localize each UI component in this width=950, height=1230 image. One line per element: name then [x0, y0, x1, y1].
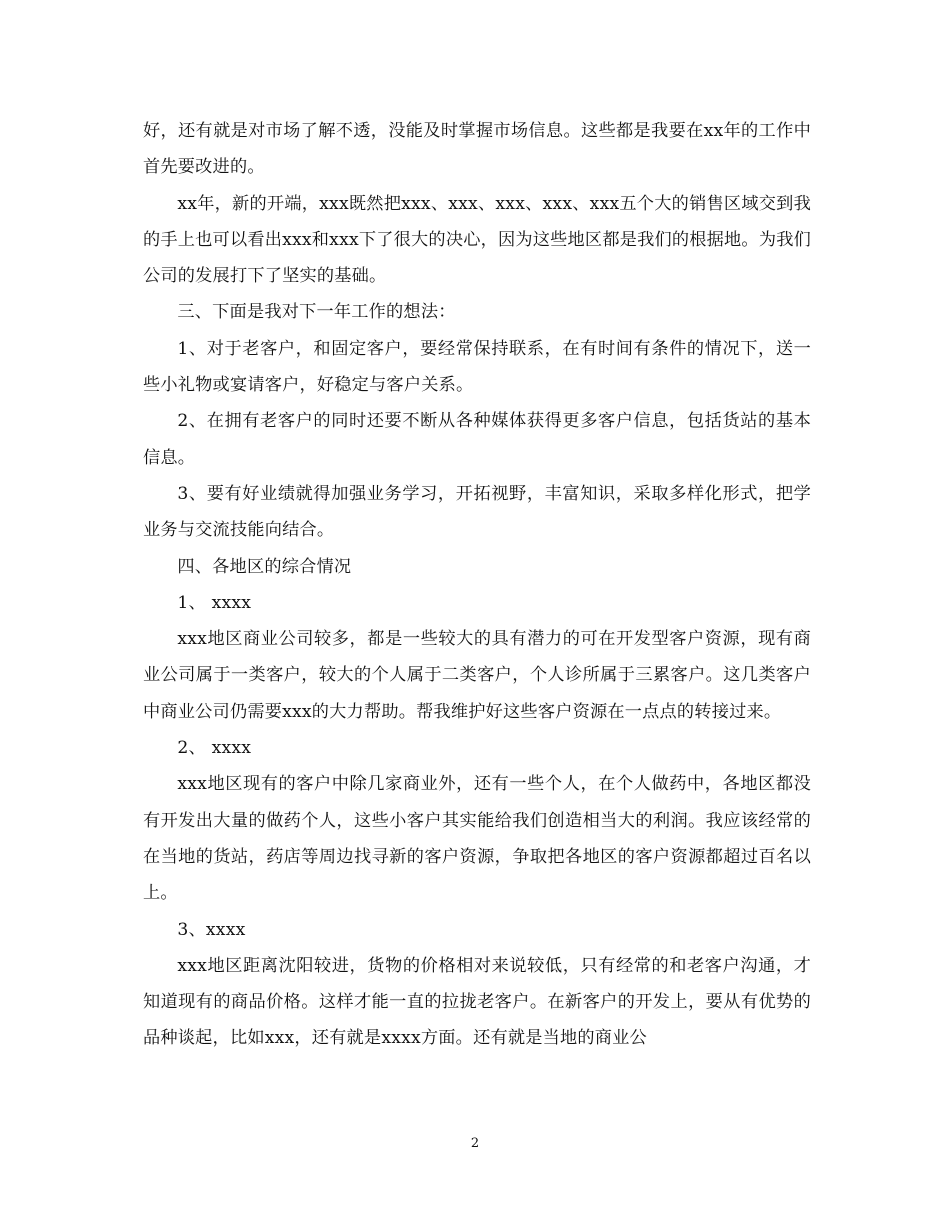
paragraph: xxx地区距离沈阳较进，货物的价格相对来说较低，只有经常的和老客户沟通，才知道现有的商品价格。这样才能一直的拉拢老客户。在新客户的开发上，要从有优势的品种谈起，比如xxx，还有就是xxxx方面。还有就是当地的商业公 [143, 955, 811, 1049]
paragraph: 四、各地区的综合情况 [177, 556, 352, 577]
body-text [143, 113, 811, 1057]
paragraph: 好，还有就是对市场了解不透，没能及时掌握市场信息。这些都是我要在xx年的工作中首先要改进的。 [143, 121, 811, 178]
paragraph: xxx地区商业公司较多，都是一些较大的具有潜力的可在开发型客户资源，现有商业公司属于一类客户，较大的个人属于二类客户，个人诊所属于三累客户。这几类客户中商业公司仍需要xxx的大力帮助。帮我维护好这些客户资源在一点点的转接过来。 [143, 629, 811, 722]
paragraph: 3、xxxx [177, 919, 246, 940]
paragraph: 2、 xxxx [177, 738, 252, 759]
paragraph: 三、下面是我对下一年工作的想法： [177, 302, 456, 323]
paragraph: xxx地区现有的客户中除几家商业外，还有一些个人，在个人做药中，各地区都没有开发出大量的做药个人，这些小客户其实能给我们创造相当大的利润。我应该经常的在当地的货站，药店等周边找寻新的客户资源，争取把各地区的客户资源都超过百名以上。 [143, 774, 811, 904]
paragraph: 2、在拥有老客户的同时还要不断从各种媒体获得更多客户信息，包括货站的基本信息。 [143, 411, 811, 468]
paragraph: xx年，新的开端，xxx既然把xxx、xxx、xxx、xxx、xxx五个大的销售区域交到我的手上也可以看出xxx和xxx下了很大的决心，因为这些地区都是我们的根据地。为我们公司的发展打下了坚实的基础。 [143, 193, 811, 287]
paragraph: 1、对于老客户，和固定客户，要经常保持联系，在有时间有条件的情况下，送一些小礼物或宴请客户，好稳定与客户关系。 [143, 338, 811, 396]
page-number: 2 [470, 1136, 480, 1151]
paragraph: 1、 xxxx [177, 592, 252, 613]
paragraph: 3、要有好业绩就得加强业务学习，开拓视野，丰富知识，采取多样化形式，把学业务与交流技能向结合。 [143, 483, 811, 541]
